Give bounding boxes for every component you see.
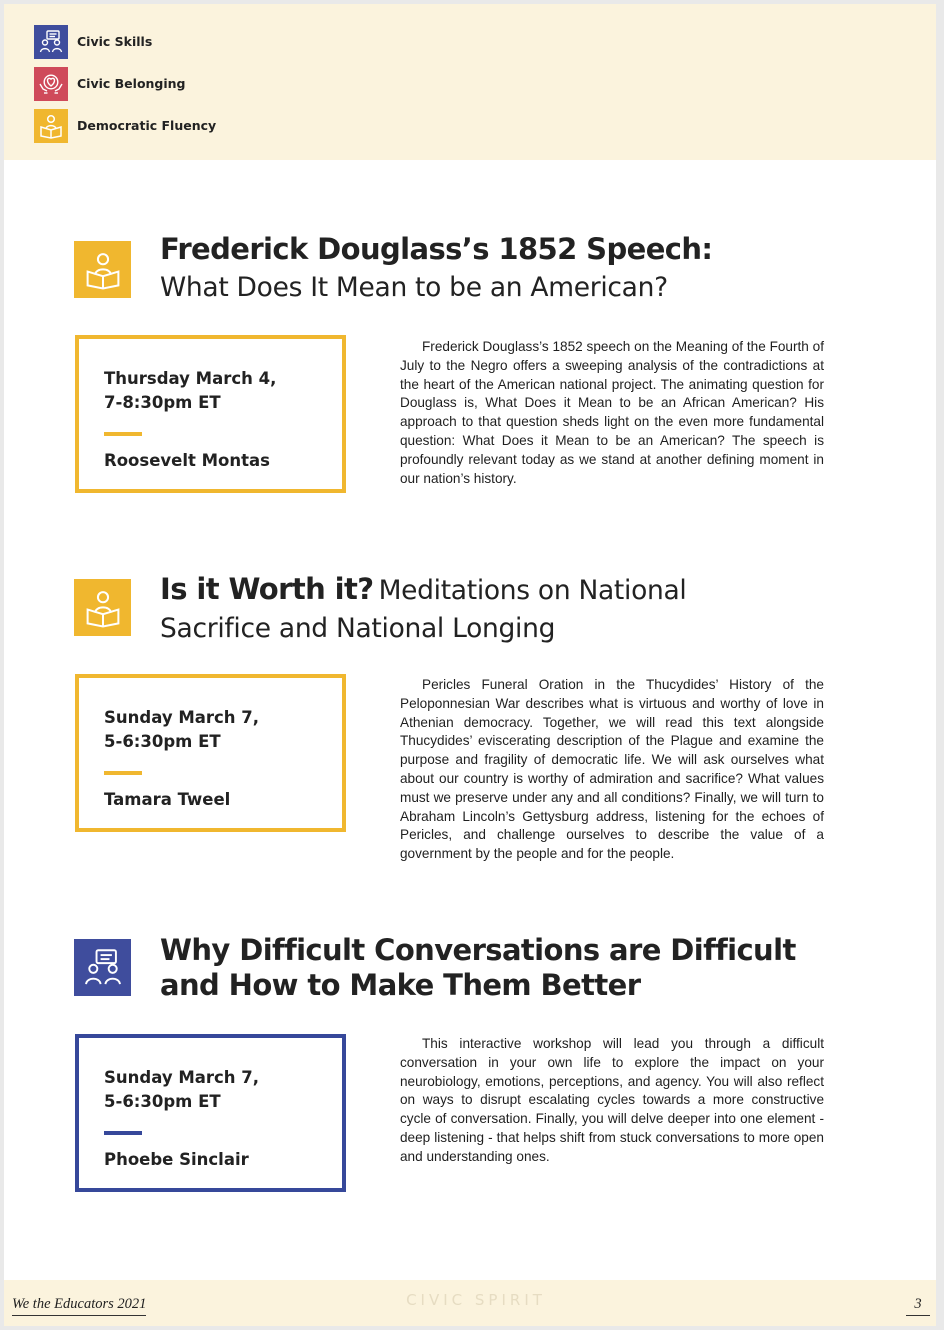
session-date: Sunday March 7, 5-6:30pm ET — [104, 1068, 260, 1111]
democratic-fluency-icon — [74, 241, 131, 298]
civic-skills-icon — [74, 939, 131, 996]
footer — [4, 1280, 936, 1326]
legend-label: Civic Skills — [77, 34, 153, 49]
session-info-box — [75, 335, 346, 493]
legend-item-civic-belonging — [34, 67, 334, 103]
publication-title: We the Educators 2021 — [12, 1296, 146, 1316]
session-title — [160, 933, 820, 1003]
legend-label: Democratic Fluency — [77, 118, 217, 133]
session-description: Frederick Douglass’s 1852 speech on the Meaning of the Fourth of July to the Negro offers a sweeping analysis of the contradictions at the heart of the American national project. The animating question for Douglass is, What Does it Mean to be an African American? His approach to that question sheds light on the even more fundamental question: What Does it Mean to be an American? The speech is profoundly relevant today as we stand at another defining moment in our nation’s history. — [400, 339, 824, 486]
legend-label: Civic Belonging — [77, 76, 186, 91]
session-info-box — [75, 1034, 346, 1192]
session-info-box — [75, 674, 346, 832]
session-title-bold: Why Difficult Conversations are Difficult and How to Make Them Better — [160, 933, 796, 1002]
civic-belonging-icon — [34, 67, 68, 101]
session-speaker: Phoebe Sinclair — [104, 1150, 249, 1169]
legend-band — [4, 4, 936, 160]
session-speaker: Tamara Tweel — [104, 790, 231, 809]
page — [4, 4, 936, 1326]
session-description: This interactive workshop will lead you through a difficult conversation in your own life to explore the impact on your neurobiology, emotions, perceptions, and agency. You will also reflect on ways to disrupt escalating cycles towards a more constructive cycle of conversation. Finally, you will delve deeper into one element - deep listening - that helps shift from stuck conversations to more open and understanding ones. — [400, 1036, 824, 1164]
session-title — [160, 232, 880, 305]
session-title-subtitle: Meditations on National Sacrifice and National Longing — [160, 575, 687, 644]
democratic-fluency-icon — [74, 579, 131, 636]
brand-watermark: CIVIC SPIRIT — [406, 1291, 546, 1309]
session-date: Sunday March 7, 5-6:30pm ET — [104, 708, 260, 751]
session-title-subtitle: What Does It Mean to be an American? — [160, 272, 668, 303]
legend-item-civic-skills — [34, 25, 334, 61]
divider — [104, 771, 142, 775]
session-description: Pericles Funeral Oration in the Thucydides’ History of the Peloponnesian War describes what is virtuous and worthy of love in Athenian democracy. Together, we will read this text alongside Thucydides’ eviscerating description of the Plague and examine the purpose and fragility of democratic life. We will ask ourselves what about our country is worthy of admiration and sacrifice? What values must we preserve under any and all conditions? Finally, we will turn to Abraham Lincoln’s Gettysburg address, listening for the echoes of Pericles, and challenge ourselves to describe the value of a government by the people and for the people. — [400, 677, 824, 862]
session-date: Thursday March 4, 7-8:30pm ET — [104, 369, 277, 412]
civic-skills-icon — [34, 25, 68, 59]
session-speaker: Roosevelt Montas — [104, 451, 270, 470]
session-title-bold: Is it Worth it? — [160, 572, 374, 606]
session-title-bold: Frederick Douglass’s 1852 Speech: — [160, 232, 713, 266]
divider — [104, 432, 142, 436]
legend-item-democratic-fluency — [34, 109, 334, 145]
session-title — [160, 572, 720, 649]
page-number: 3 — [906, 1296, 930, 1316]
divider — [104, 1131, 142, 1135]
democratic-fluency-icon — [34, 109, 68, 143]
